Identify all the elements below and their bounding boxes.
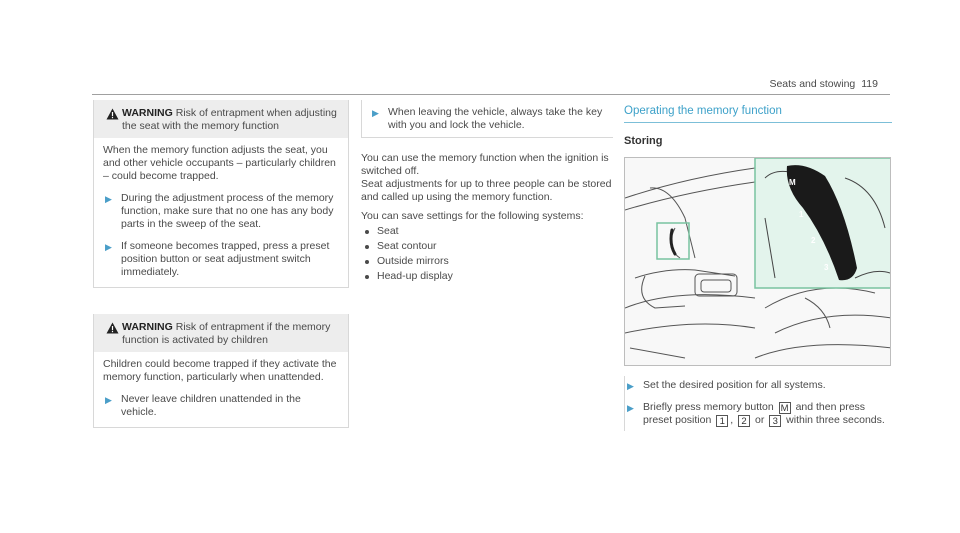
- systems-list: [361, 225, 613, 283]
- warning-title: Risk of entrapment if the memory function is activated by children: [122, 321, 331, 346]
- page-number: 119: [861, 78, 878, 90]
- list-item: Head-up display: [361, 270, 613, 283]
- column-middle: [361, 100, 613, 285]
- paragraph: You can save settings for the following systems:: [361, 210, 584, 222]
- warning-body: Children could become trapped if they activate the memory function, particularly when unattended.: [103, 358, 337, 383]
- step-arrow-icon: ▶: [105, 242, 112, 252]
- step-arrow-icon: ▶: [627, 403, 634, 413]
- instruction-step: ▶ Set the desired position for all systems.: [627, 379, 826, 391]
- instruction-step: ▶ During the adjustment process of the memory function, make sure that no one has any body parts in the sweep of the seat.: [105, 192, 334, 230]
- page-header: [769, 78, 878, 91]
- list-item: Seat: [361, 225, 613, 238]
- preset-3-glyph: 3: [769, 415, 781, 427]
- memory-button-m: M: [789, 178, 796, 187]
- memory-button-3: 3: [824, 263, 829, 272]
- list-item: Outside mirrors: [361, 255, 613, 268]
- instruction-step: ▶ When leaving the vehicle, always take the key with you and lock the vehicle.: [372, 106, 603, 131]
- column-left: [93, 100, 349, 428]
- header-rule: [92, 94, 890, 95]
- warning-label: WARNING: [122, 321, 173, 333]
- instruction-step: ▶ Never leave children unattended in the vehicle.: [105, 393, 301, 418]
- warning-box-children: [93, 314, 349, 428]
- memory-m-button-glyph: M: [779, 402, 791, 414]
- warning-header: [94, 100, 348, 138]
- section-title: Operating the memory function: [624, 105, 892, 123]
- storing-steps: [624, 376, 892, 431]
- instruction-step: ▶ If someone becomes trapped, press a preset position button or seat adjustment switch immediately.: [105, 240, 330, 278]
- step-arrow-icon: ▶: [105, 395, 112, 405]
- subsection-title: Storing: [624, 135, 663, 147]
- instruction-step: ▶ Briefly press memory button M and then press preset position 1 , 2 or 3 within three seconds.: [627, 401, 885, 427]
- step-arrow-icon: ▶: [372, 108, 379, 118]
- header-section: Seats and stowing: [769, 78, 856, 90]
- memory-buttons-illustration: [624, 157, 891, 366]
- step-arrow-icon: ▶: [627, 381, 634, 391]
- warning-title: Risk of entrapment when adjusting the seat with the memory function: [122, 107, 337, 132]
- memory-button-1: 1: [799, 210, 804, 219]
- list-item: Seat contour: [361, 240, 613, 253]
- paragraph: Seat adjustments for up to three people can be stored and called up using the memory function.: [361, 178, 612, 203]
- warning-header: [94, 314, 348, 352]
- door-panel-drawing: [625, 158, 891, 366]
- warning-triangle-icon: [102, 107, 122, 133]
- warning-label: WARNING: [122, 107, 173, 119]
- warning-box-seat: [93, 100, 349, 288]
- warning-body: When the memory function adjusts the seat, you and other vehicle occupants – particularly children – could become trapped.: [103, 144, 336, 182]
- step-arrow-icon: ▶: [105, 194, 112, 204]
- preset-1-glyph: 1: [716, 415, 728, 427]
- paragraph: You can use the memory function when the ignition is switched off.: [361, 152, 609, 177]
- preset-2-glyph: 2: [738, 415, 750, 427]
- column-right: [624, 100, 892, 431]
- warning-triangle-icon: [102, 321, 122, 347]
- memory-button-2: 2: [811, 236, 816, 245]
- continued-step-box: [361, 100, 613, 138]
